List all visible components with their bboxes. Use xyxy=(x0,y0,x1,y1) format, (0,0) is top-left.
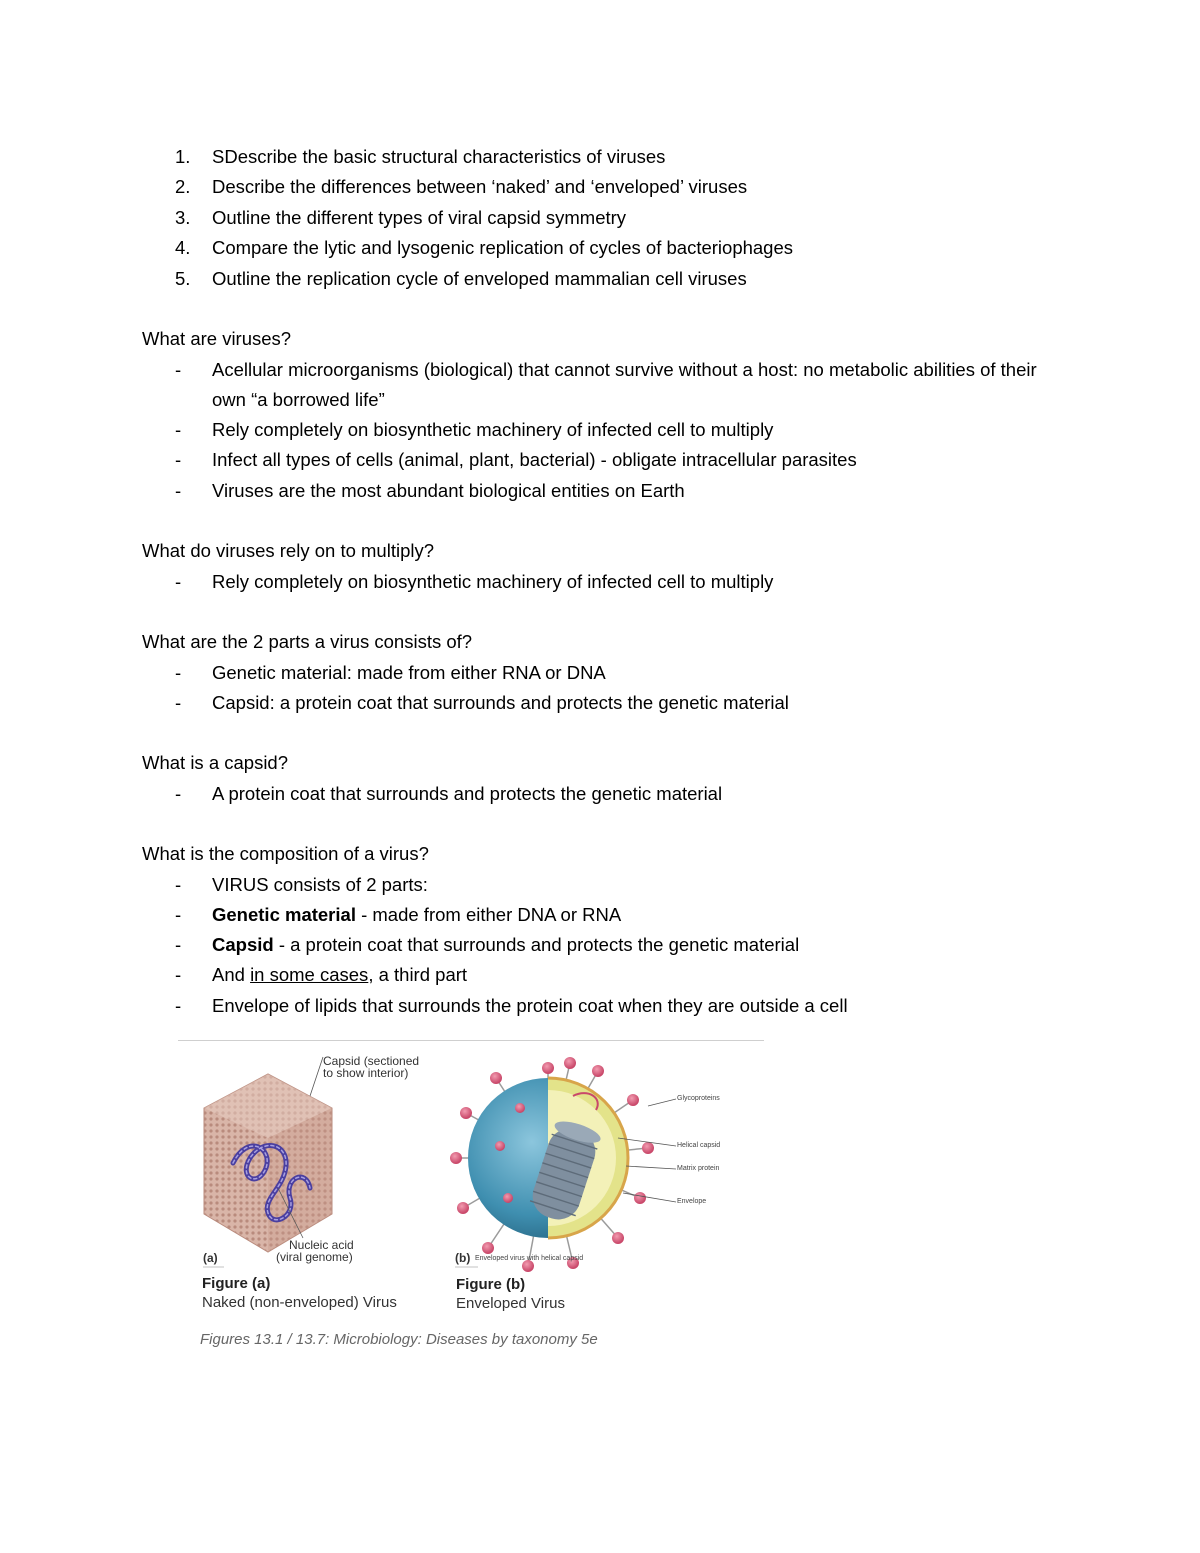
underlined-phrase: in some cases xyxy=(250,964,369,986)
answer-list xyxy=(142,779,1072,809)
answer-text: - made from either DNA or RNA xyxy=(355,903,622,925)
bold-term: Capsid xyxy=(212,934,274,956)
figure-b-tag: (b) xyxy=(455,1251,471,1265)
dash-bullet: - xyxy=(175,691,182,713)
answer-text: Acellular microorganisms (biological) that cannot survive without a host: no metabolic abilities of their own “a borrowed life” xyxy=(212,358,1037,410)
envelope-label: Envelope xyxy=(677,1198,707,1205)
answer-item xyxy=(142,960,1072,990)
answer-item xyxy=(142,991,1072,1021)
answer-text: Rely completely on biosynthetic machinery of infected cell to multiply xyxy=(212,419,774,441)
matrix-protein-label: Matrix protein xyxy=(677,1165,720,1172)
objective-item xyxy=(142,203,1072,233)
answer-item xyxy=(142,355,1072,415)
answer-text: Genetic material: made from either RNA or DNA xyxy=(212,661,606,683)
enveloped-virus xyxy=(450,1057,654,1272)
dash-bullet: - xyxy=(175,934,182,956)
answer-text: Rely completely on biosynthetic machinery of infected cell to multiply xyxy=(212,570,774,592)
objective-text: Outline the replication cycle of enveloped mammalian cell viruses xyxy=(212,267,747,289)
list-number: 5. xyxy=(175,267,191,289)
figure-credit: Figures 13.1 / 13.7: Microbiology: Diseases by taxonomy 5e xyxy=(200,1331,598,1348)
answer-list xyxy=(142,870,1072,1021)
answer-item xyxy=(142,415,1072,445)
capsid-label: to show interior) xyxy=(323,1066,409,1080)
dash-bullet: - xyxy=(175,570,182,592)
answer-text: Infect all types of cells (animal, plant, bacterial) - obligate intracellular parasites xyxy=(212,449,857,471)
answer-list xyxy=(142,355,1072,506)
answer-item xyxy=(142,658,1072,688)
question-heading: What is a capsid? xyxy=(142,752,289,774)
nucleic-acid-label: Nucleic acid xyxy=(289,1238,354,1252)
list-number: 3. xyxy=(175,206,191,228)
dash-bullet: - xyxy=(175,449,182,471)
dash-bullet: - xyxy=(175,661,182,683)
figure-b-title: Figure (b) xyxy=(456,1276,526,1293)
answer-list xyxy=(142,567,1072,597)
glycoproteins-label: Glycoproteins xyxy=(677,1095,720,1102)
objective-text: Describe the differences between ‘naked’ and ‘enveloped’ viruses xyxy=(212,176,748,198)
helical-capsid-label: Helical capsid xyxy=(677,1142,721,1149)
virus-figure xyxy=(178,1038,764,1323)
dash-bullet: - xyxy=(175,479,182,501)
answer-text: Capsid: a protein coat that surrounds and protects the genetic material xyxy=(212,691,789,713)
answer-text: - a protein coat that surrounds and protects the genetic material xyxy=(273,934,800,956)
objective-text: Outline the different types of viral capsid symmetry xyxy=(212,206,627,228)
document-body xyxy=(142,142,1072,1021)
answer-item xyxy=(142,476,1072,506)
bold-term: Genetic material xyxy=(212,903,356,925)
objective-item xyxy=(142,233,1072,263)
answer-item xyxy=(142,870,1072,900)
answer-text: A protein coat that surrounds and protects the genetic material xyxy=(212,782,723,804)
nucleic-acid-label: (viral genome) xyxy=(276,1250,353,1264)
list-number: 2. xyxy=(175,176,191,198)
figure-a-tag: (a) xyxy=(203,1251,218,1265)
answer-item xyxy=(142,445,1072,475)
question-heading: What is the composition of a virus? xyxy=(142,843,429,865)
answer-item xyxy=(142,779,1072,809)
answer-item xyxy=(142,567,1072,597)
objective-text: Compare the lytic and lysogenic replication of cycles of bacteriophages xyxy=(212,237,794,259)
dash-bullet: - xyxy=(175,903,182,925)
list-number: 4. xyxy=(175,237,191,259)
figure-b-tag-desc: Enveloped virus with helical capsid xyxy=(475,1255,584,1262)
dash-bullet: - xyxy=(175,873,182,895)
objective-item xyxy=(142,142,1072,172)
answer-text: And xyxy=(212,964,251,986)
answer-item xyxy=(142,688,1072,718)
figure-a-caption: Naked (non-enveloped) Virus xyxy=(202,1294,397,1311)
dash-bullet: - xyxy=(175,994,182,1016)
dash-bullet: - xyxy=(175,782,182,804)
answer-text: Viruses are the most abundant biological entities on Earth xyxy=(212,479,685,501)
dash-bullet: - xyxy=(175,358,182,380)
capsid-label: Capsid (sectioned xyxy=(323,1054,420,1068)
answer-list xyxy=(142,658,1072,718)
figure-a-title: Figure (a) xyxy=(202,1275,271,1292)
figure-b-caption: Enveloped Virus xyxy=(456,1295,565,1312)
answer-item xyxy=(142,900,1072,930)
list-number: 1. xyxy=(175,146,191,167)
answer-item xyxy=(142,930,1072,960)
answer-text: , a third part xyxy=(368,964,468,986)
objective-item xyxy=(142,264,1072,294)
question-heading: What do viruses rely on to multiply? xyxy=(142,540,435,562)
icosahedral-capsid xyxy=(204,1074,332,1252)
answer-text: VIRUS consists of 2 parts: xyxy=(212,873,428,895)
question-heading: What are the 2 parts a virus consists of? xyxy=(142,631,473,653)
objective-item xyxy=(142,172,1072,202)
dash-bullet: - xyxy=(175,964,182,986)
dash-bullet: - xyxy=(175,419,182,441)
question-heading: What are viruses? xyxy=(142,328,292,350)
answer-text: Envelope of lipids that surrounds the protein coat when they are outside a cell xyxy=(212,994,848,1016)
capsid-leader-line xyxy=(310,1057,323,1096)
learning-objectives xyxy=(142,142,1072,294)
objective-text: SDescribe the basic structural characteristics of viruses xyxy=(212,146,666,167)
